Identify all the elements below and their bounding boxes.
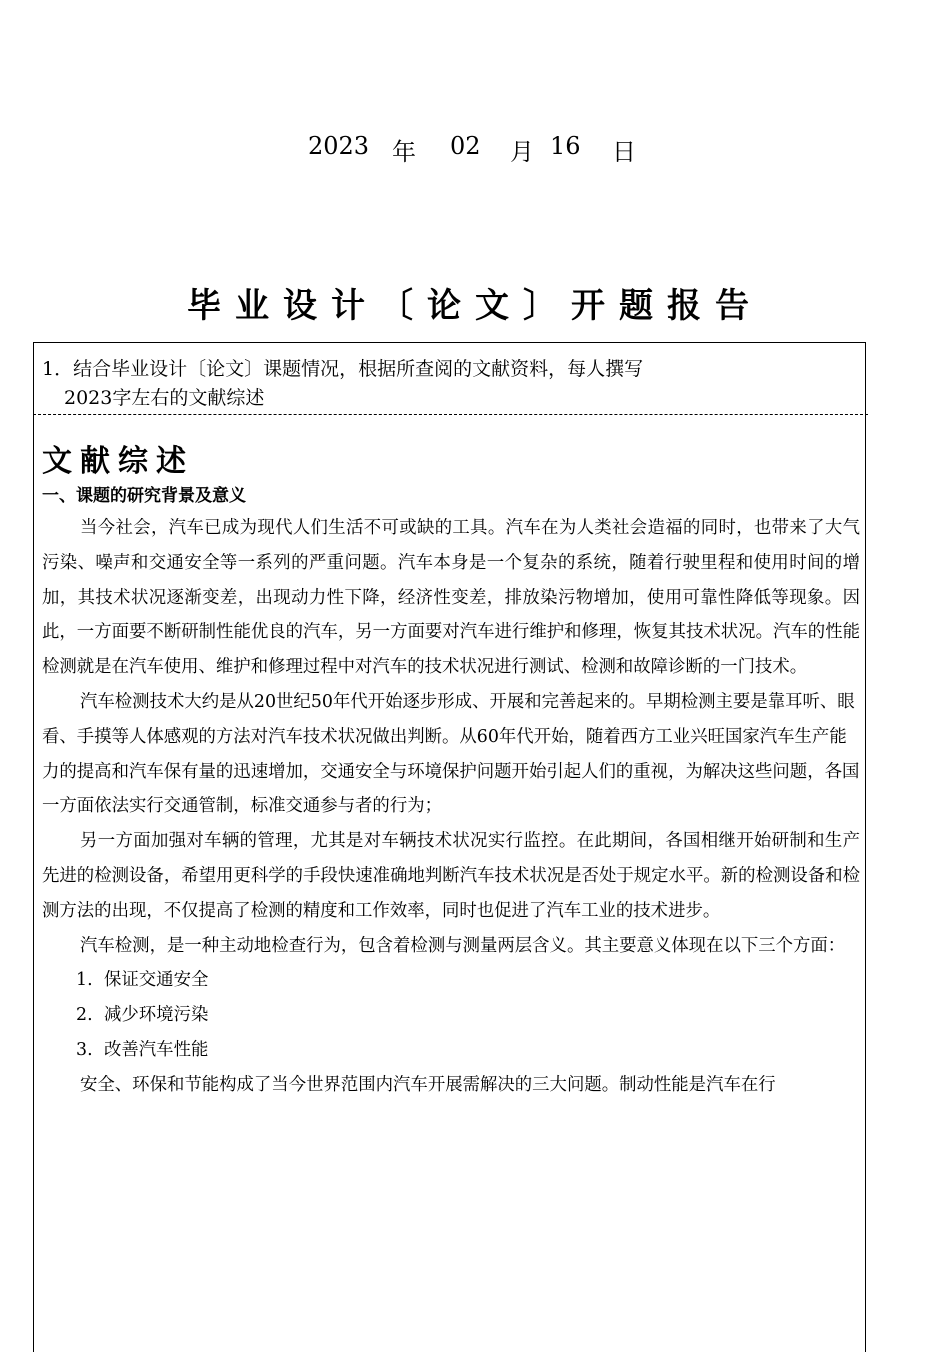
date-month-unit: 月	[510, 138, 534, 166]
paragraph-management: 另一方面加强对车辆的管理，尤其是对车辆技术状况实行监控。在此期间，各国相继开始研制和生产先进的检测设备，希望用更科学的手段快速准确地判断汽车技术状况是否处于规定水平。新的检测设备和检测方法的出现，不仅提高了检测的精度和工作效率，同时也促进了汽车工业的技术进步。	[42, 831, 860, 921]
paragraph-background: 当今社会，汽车已成为现代人们生活不可或缺的工具。汽车在为人类社会造福的同时，也带来了大气污染、噪声和交通安全等一系列的严重问题。汽车本身是一个复杂的系统，随着行驶里程和使用时间的增加，其技术状况逐渐变差，出现动力性下降，经济性变差，排放染污物增加，使用可靠性降低等现象。因此，一方面要不断研制性能优良的汽车，另一方面要对汽车进行维护和修理，恢复其技术状况。汽车的性能检测就是在汽车使用、维护和修理过程中对汽车的技术状况进行测试、检测和故障诊断的一门技术。	[42, 518, 860, 678]
list-item: 1. 保证交通安全	[76, 970, 209, 991]
prompt-line-1: 1．结合毕业设计〔论文〕课题情况，根据所查阅的文献资料，每人撰写	[42, 358, 644, 380]
date-month: 02	[450, 132, 481, 160]
subsection-heading: 一、课题的研究背景及意义	[42, 486, 246, 506]
section-heading: 文献综述	[42, 444, 194, 479]
prompt-line-2: 2023字左右的文献综述	[64, 387, 265, 409]
significance-list	[42, 963, 860, 1067]
date-year: 2023	[308, 132, 370, 160]
review-body	[42, 511, 860, 1103]
paragraph-history: 汽车检测技术大约是从20世纪50年代开始逐步形成、开展和完善起来的。早期检测主要是靠耳听、眼看、手摸等人体感观的方法对汽车技术状况做出判断。从60年代开始，随着西方工业兴旺国家汽车生产能力的提高和汽车保有量的迅速增加，交通安全与环境保护问题开始引起人们的重视，为解决这些问题，各国一方面依法实行交通管制，标准交通参与者的行为；	[42, 691, 860, 817]
document-title: 毕业设计〔论文〕开题报告	[187, 286, 763, 326]
prompt-divider	[33, 414, 868, 415]
date-year-unit: 年	[392, 138, 416, 166]
date-day-unit: 日	[612, 138, 636, 166]
list-item: 3. 改善汽车性能	[76, 1039, 209, 1060]
paragraph-significance: 汽车检测，是一种主动地检查行为，包含着检测与测量两层含义。其主要意义体现在以下三个方面：	[80, 935, 846, 956]
list-item: 2. 减少环境污染	[76, 1005, 209, 1026]
date-day: 16	[550, 132, 581, 160]
paragraph-closing: 安全、环保和节能构成了当今世界范围内汽车开展需解决的三大问题。制动性能是汽车在行	[80, 1074, 776, 1095]
assignment-prompt	[42, 355, 842, 413]
